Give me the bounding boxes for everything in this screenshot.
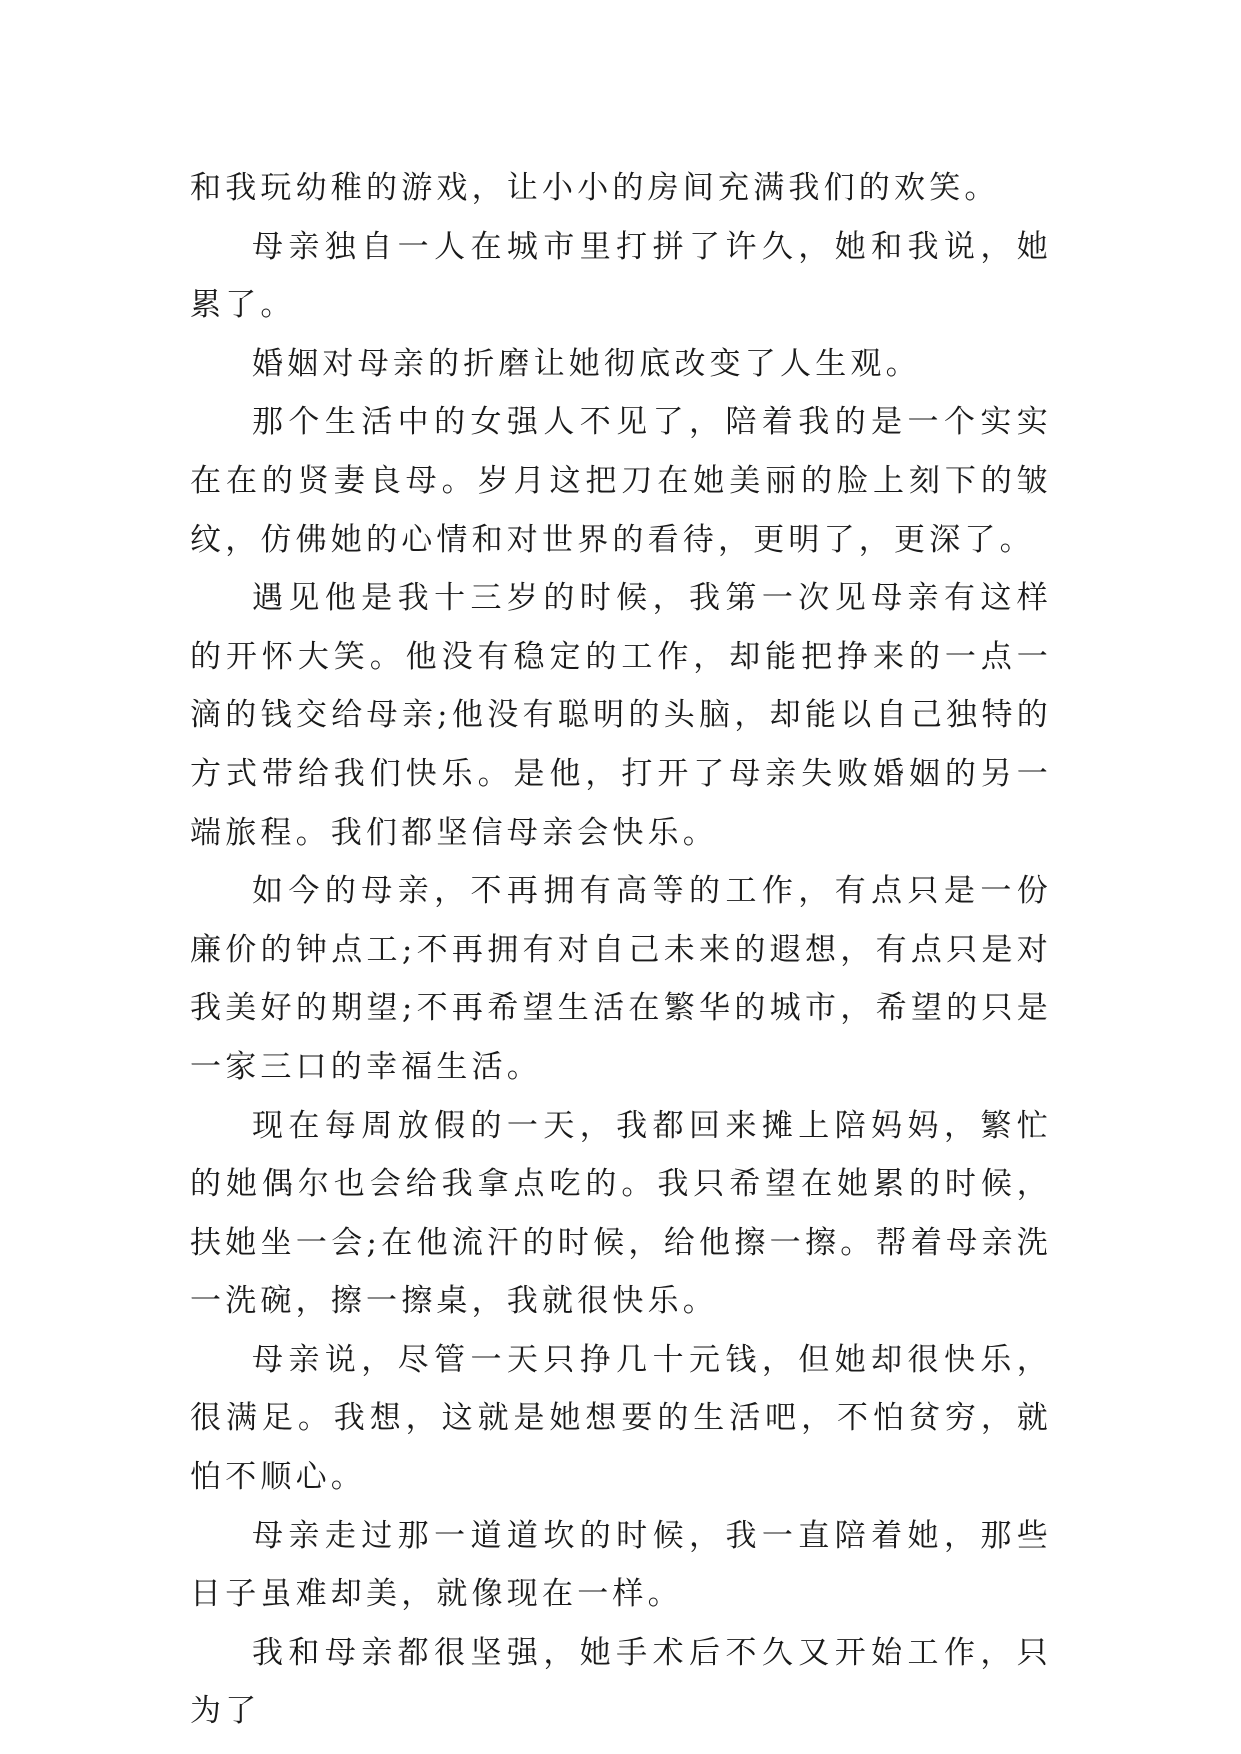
paragraph-6: 如今的母亲，不再拥有高等的工作，有点只是一份廉价的钟点工;不再拥有对自己未来的遐想，有点只是对我美好的期望;不再希望生活在繁华的城市，希望的只是一家三口的幸福生活。	[190, 873, 1052, 1085]
document-body	[190, 159, 1052, 1741]
paragraph-9: 母亲走过那一道道坎的时候，我一直陪着她，那些日子虽难却美，就像现在一样。	[190, 1517, 1052, 1613]
paragraph-8: 母亲说，尽管一天只挣几十元钱，但她却很快乐，很满足。我想，这就是她想要的生活吧，不怕贫穷，就怕不顺心。	[190, 1341, 1052, 1496]
paragraph-1: 和我玩幼稚的游戏，让小小的房间充满我们的欢笑。	[190, 170, 1000, 206]
paragraph-10: 我和母亲都很坚强，她手术后不久又开始工作，只为了	[190, 1634, 1052, 1730]
paragraph-4: 那个生活中的女强人不见了，陪着我的是一个实实在在的贤妻良母。岁月这把刀在她美丽的脸上刻下的皱纹，仿佛她的心情和对世界的看待，更明了，更深了。	[190, 404, 1052, 558]
paragraph-5: 遇见他是我十三岁的时候，我第一次见母亲有这样的开怀大笑。他没有稳定的工作，却能把挣来的一点一滴的钱交给母亲;他没有聪明的头脑，却能以自己独特的方式带给我们快乐。是他，打开了母亲失败婚姻的另一端旅程。我们都坚信母亲会快乐。	[190, 580, 1052, 851]
paragraph-2: 母亲独自一人在城市里打拼了许久，她和我说，她累了。	[190, 228, 1052, 324]
paragraph-7: 现在每周放假的一天，我都回来摊上陪妈妈，繁忙的她偶尔也会给我拿点吃的。我只希望在她累的时候，扶她坐一会;在他流汗的时候，给他擦一擦。帮着母亲洗一洗碗，擦一擦桌，我就很快乐。	[190, 1107, 1052, 1320]
paragraph-3: 婚姻对母亲的折磨让她彻底改变了人生观。	[252, 345, 921, 382]
